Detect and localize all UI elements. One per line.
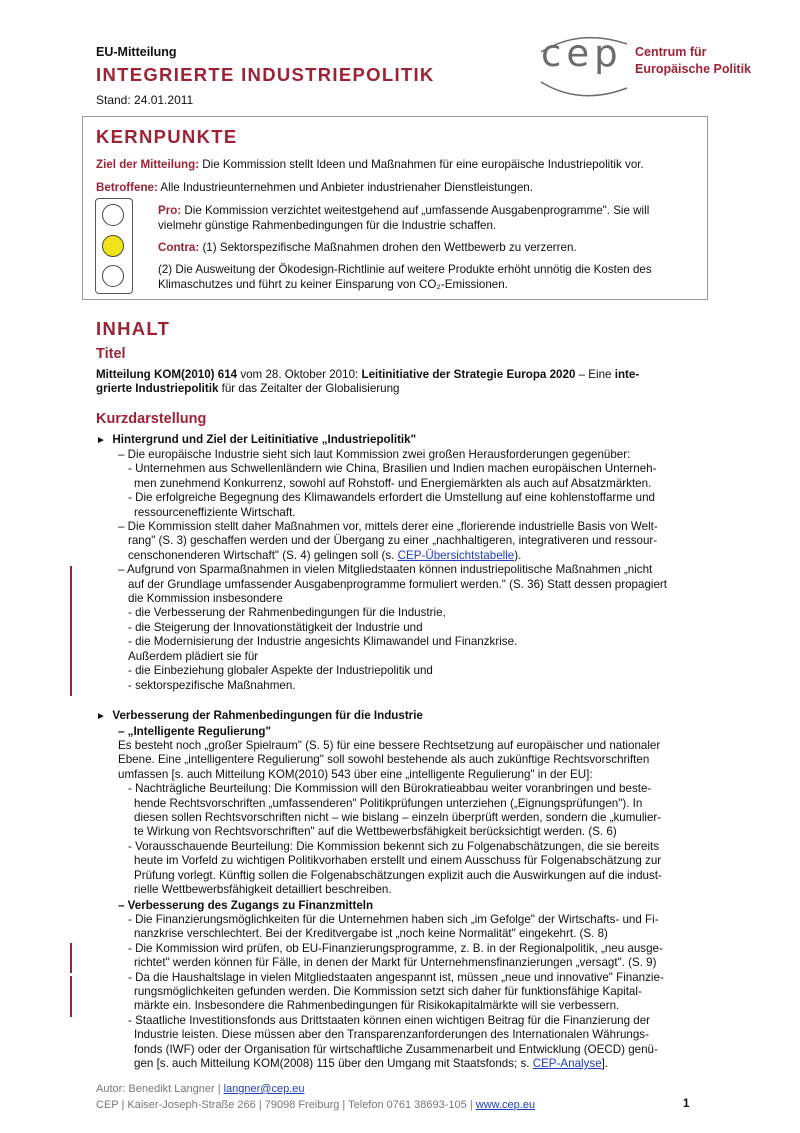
summary-subheading: Kurzdarstellung	[96, 411, 207, 427]
cep-logo	[535, 30, 765, 100]
content-heading: INHALT	[96, 318, 171, 339]
bullet-heading-background: ► Hintergrund und Ziel der Leitinitiative „Industriepolitik"	[96, 433, 417, 446]
bullet1-body: – Die europäische Industrie sieht sich laut Kommission zwei großen Herausforderungen gegenüber: - Unternehmen aus Schwellenländern wie China, Brasilien und Indien machen europäischen Unterneh- men zunehmend Konkurrenz, sowohl auf Rohstoff- und Energiemärkten als auch auf Absatzmärkten. - Die erfolgreiche Begegnung des Klimawandels erfordert die Umstellung auf eine kohlenstoffarme und ressourceneffiziente Wirtschaft. – Die Kommission stellt daher Maßnahmen vor, mittels derer eine „florierende industrielle Basis von Welt- rang" (S. 3) geschaffen werden und der Übergang zu einer „nachhaltigeren, integrativeren und ressour- censchonenderen Wirtschaft" (S. 4) gelingen soll (s. CEP-Übersichtstabelle). – Aufgrund von Sparmaßnahmen in vielen Mitgliedstaaten können industriepolitische Maßnahmen „nicht auf der Grundlage umfassender Ausgabenprogramme formuliert werden." (S. 36) Statt dessen propagiert die Kommission insbesondere - die Verbesserung der Rahmenbedingungen für die Industrie, - die Steigerung der Innovationstätigkeit der Industrie und - die Modernisierung der Industrie angesichts Klimawandel und Finanzkrise. Außerdem plädiert sie für - die Einbeziehung globaler Aspekte der Industriepolitik und - sektorspezifische Maßnahmen.	[118, 448, 668, 692]
document-type: EU-Mitteilung	[96, 45, 177, 59]
arrow-bullet-icon: ►	[96, 435, 106, 446]
subsection-finance-body: - Die Finanzierungsmöglichkeiten für die Unternehmen haben sich „im Gefolge" der Wirtschafts- und Fi- nanzkrise verschlechtert. Bei der Kreditvergabe ist „noch keine Normalität" eingekehrt. (S. 8) - Die Kommission wird prüfen, ob EU-Finanzierungsprogramme, z. B. in der Regionalpolitik, „neu ausge- richtet" werden können für Fälle, in denen der Markt für Unternehmensfinanzierungen „versagt". (S. 9) - Da die Haushaltslage in vielen Mitgliedstaaten angespannt ist, müssen „neue und innovative" Finanzie- rungsmöglichkeiten gefunden werden. Die Kommission setzt sich daher für funktionsfähige Kapital- märkte ein. Insbesondere die Rahmenbedingungen für Risikokapitalmärkte will sie verbessern. - Staatliche Investitionsfonds aus Drittstaaten können einen wichtigen Beitrag für die Finanzierung der Industrie leisten. Diese müssen aber den Transparenzanforderungen des Internationalen Währungs- fonds (IWF) oder der Organisation für wirtschaftliche Zusammenarbeit und Entwicklung (OECD) genü- gen [s. auch Mitteilung KOM(2008) 115 über den Umgang mit Staatsfonds; s. CEP-Analyse].	[128, 913, 664, 1071]
traffic-light-green	[102, 265, 124, 287]
contra-line: Contra: (1) Sektorspezifische Maßnahmen drohen den Wettbewerb zu verzerren.	[158, 241, 577, 254]
subsection-regulation-body: Es besteht noch „großer Spielraum" (S. 5) für eine bessere Rechtsetzung auf europäischer und nationaler Ebene. Eine „intelligentere Regulierung" soll sowohl bestehende als auch zukünftige Rechtsvorschriften umfassen [s. auch Mitteilung KOM(2010) 543 über eine „intelligente Regulierung" in der EU]: - Nachträgliche Beurteilung: Die Kommission will den Bürokratieabbau weiter voranbringen und beste- hende Rechtsvorschriften „umfassenderen" Politikprüfungen unterziehen („Eignungsprüfungen"). In diesen sollen Rechtsvorschriften nicht – wie bislang – einzeln überprüft werden, sondern die „kumulier- te Wirkung von Rechtsvorschriften" auf die Wettbewerbsfähigkeit berücksichtigt werden. (S. 6) - Vorausschauende Beurteilung: Die Kommission bekennt sich zu Folgenabschätzungen, die sie bereits heute im Vorfeld zu wichtigen Politikvorhaben erstellt und einem Ausschuss für Folgenabschätzung zur Prüfung vorlegt. Künftig sollen die Folgenabschätzungen explizit auch die Auswirkungen auf die indust- rielle Wettbewerbsfähigkeit detailliert beschreiben.	[118, 739, 662, 897]
page-number: 1	[683, 1098, 690, 1110]
affected-line: Betroffene: Alle Industrieunternehmen und Anbieter industrienaher Dienstleistungen.	[96, 181, 533, 194]
document-title: INTEGRIERTE INDUSTRIEPOLITIK	[96, 64, 435, 85]
footer: Autor: Benedikt Langner | langner@cep.eu CEP | Kaiser-Joseph-Straße 266 | 79098 Freiburg | Telefon 0761 38693-105 | www.cep.eu	[96, 1083, 536, 1111]
change-marker	[70, 976, 72, 1017]
document-date: Stand: 24.01.2011	[96, 93, 194, 107]
traffic-light-red	[102, 204, 124, 226]
overview-table-link[interactable]: CEP-Übersichtstabelle	[397, 548, 515, 562]
title-text: Mitteilung KOM(2010) 614 vom 28. Oktober 2010: Leitinitiative der Strategie Europa 2020 – Eine inte- grierte Industriepolitik für das Zeitalter der Globalisierung	[96, 368, 640, 396]
traffic-light-yellow	[102, 235, 124, 257]
contra-line-2: (2) Die Ausweitung der Ökodesign-Richtlinie auf weitere Produkte erhöht unnötig die Kosten des	[158, 263, 652, 276]
logo-organisation: Centrum für Europäische Politik	[635, 45, 752, 76]
change-marker	[70, 943, 72, 973]
bullet-heading-framework: ► Verbesserung der Rahmenbedingungen für die Industrie	[96, 709, 423, 722]
key-points-heading: KERNPUNKTE	[96, 126, 238, 147]
analysis-link[interactable]: CEP-Analyse	[532, 1057, 602, 1071]
title-subheading: Titel	[96, 346, 126, 362]
change-marker	[70, 566, 72, 696]
goal-line: Ziel der Mitteilung: Die Kommission stellt Ideen und Maßnahmen für eine europäische Industriepolitik vor.	[96, 158, 644, 171]
website-link[interactable]: www.cep.eu	[475, 1099, 536, 1111]
subsection-regulation-title: – „Intelligente Regulierung"	[118, 725, 272, 738]
author-email-link[interactable]: langner@cep.eu	[223, 1083, 305, 1095]
arrow-bullet-icon: ►	[96, 711, 106, 722]
logo-wordmark: cep	[541, 32, 623, 75]
pro-line: Pro: Die Kommission verzichtet weitestgehend auf „umfassende Ausgabenprogramme". Sie will	[158, 204, 650, 217]
pro-line-2: vielmehr günstige Rahmenbedingungen für die Industrie schaffen.	[158, 219, 497, 232]
traffic-light-icon	[95, 198, 133, 294]
subsection-finance-title: – Verbesserung des Zugangs zu Finanzmitteln	[118, 899, 374, 912]
contra-line-3: Klimaschutzes und führt zu keiner Einsparung von CO₂-Emissionen.	[158, 278, 508, 291]
